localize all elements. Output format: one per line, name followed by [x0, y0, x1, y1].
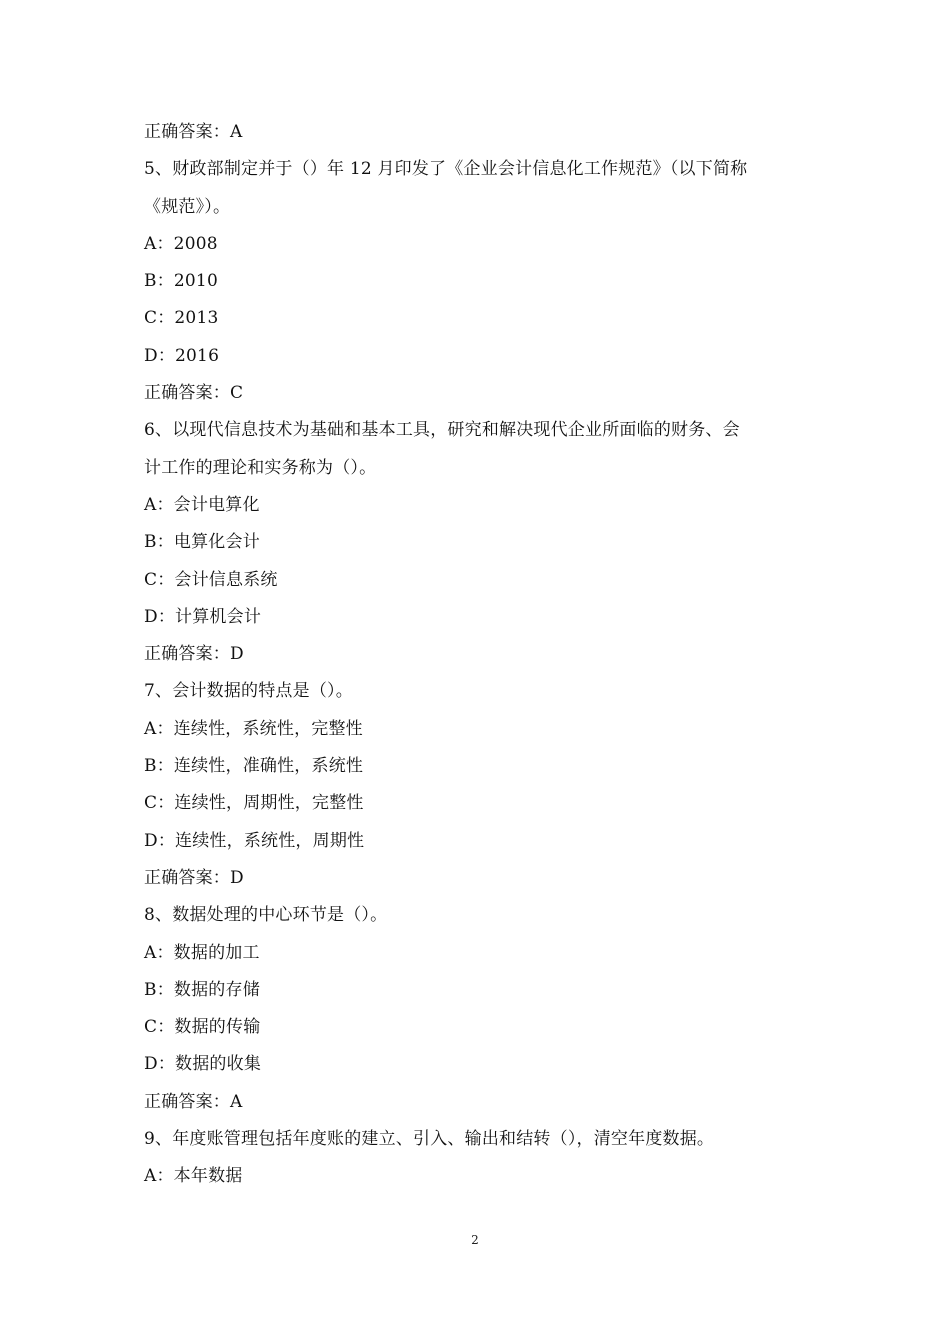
- option-a: A：连续性，系统性，完整性: [144, 718, 363, 739]
- option-b: B：2010: [144, 271, 218, 292]
- option-a: A：本年数据: [144, 1166, 243, 1187]
- answer-line: 正确答案：A: [144, 122, 243, 142]
- question-5-text-continued: 《规范》）。: [144, 196, 231, 217]
- question-5-text: 5、财政部制定并于（）年 12 月印发了《企业会计信息化工作规范》（以下简称: [144, 159, 748, 180]
- option-a: A：2008: [144, 233, 218, 254]
- option-c: C：会计信息系统: [144, 569, 278, 590]
- answer-line: 正确答案：D: [144, 867, 244, 888]
- question-9-text: 9、年度账管理包括年度账的建立、引入、输出和结转（），清空年度数据。: [144, 1129, 715, 1150]
- question-8-text: 8、数据处理的中心环节是（）。: [144, 905, 388, 926]
- option-c: C：2013: [144, 308, 219, 329]
- option-a: A：会计电算化: [144, 494, 260, 515]
- option-d: D：2016: [144, 345, 220, 366]
- option-b: B：电算化会计: [144, 532, 260, 553]
- page-number: 2: [471, 1233, 479, 1247]
- answer-line: 正确答案：D: [144, 644, 244, 665]
- option-d: D：数据的收集: [144, 1054, 262, 1075]
- question-6-text-continued: 计工作的理论和实务称为（）。: [144, 457, 377, 478]
- answer-line: 正确答案：C: [144, 383, 244, 404]
- question-7-text: 7、会计数据的特点是（）。: [144, 681, 353, 702]
- option-a: A：数据的加工: [144, 942, 260, 963]
- option-c: C：连续性，周期性，完整性: [144, 793, 364, 814]
- document-body: [144, 114, 808, 1196]
- option-c: C：数据的传输: [144, 1017, 261, 1038]
- option-b: B：数据的存储: [144, 979, 260, 1000]
- option-b: B：连续性，准确性，系统性: [144, 756, 364, 777]
- answer-line: 正确答案：A: [144, 1091, 243, 1112]
- option-d: D：连续性，系统性，周期性: [144, 830, 365, 851]
- option-d: D：计算机会计: [144, 606, 262, 627]
- question-6-text: 6、以现代信息技术为基础和基本工具，研究和解决现代企业所面临的财务、会: [144, 420, 740, 441]
